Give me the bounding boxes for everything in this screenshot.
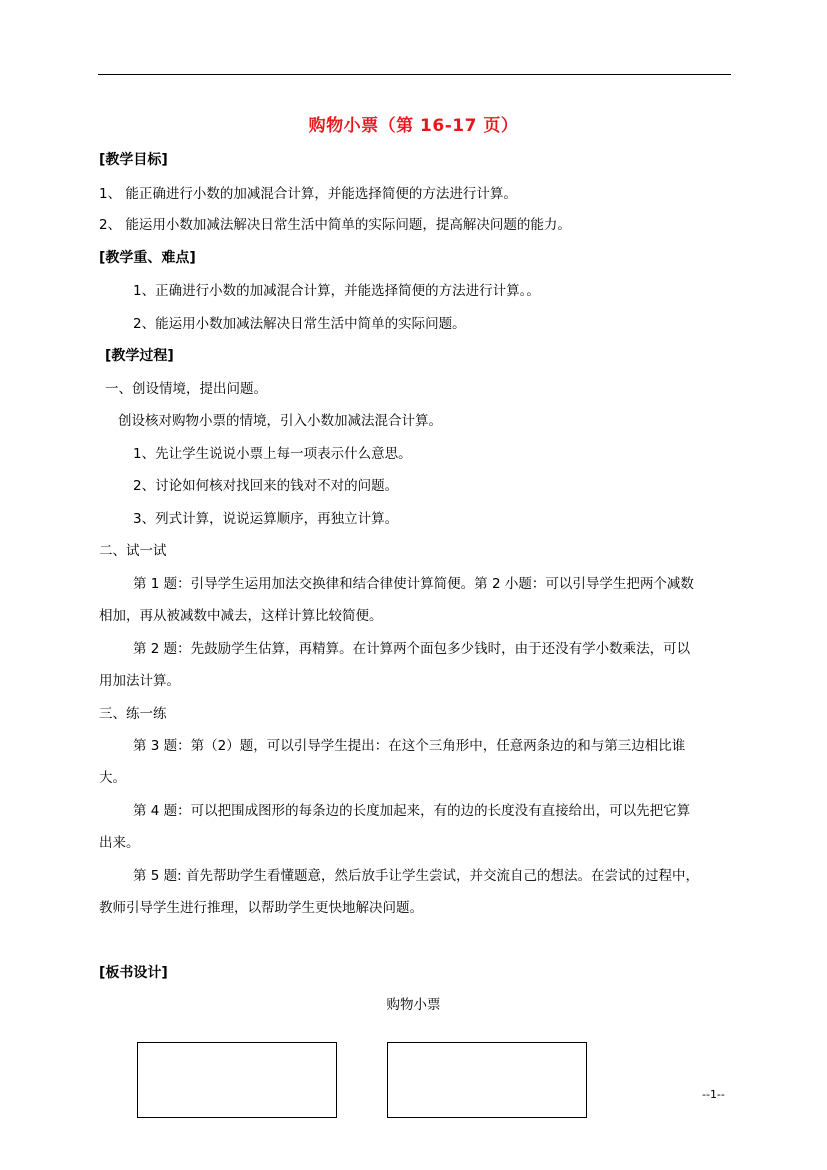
key-heading: [教学重、难点] — [99, 250, 196, 266]
part2-title: 二、试一试 — [99, 543, 167, 559]
goal-item: 2、 能运用小数加减法解决日常生活中简单的实际问题，提高解决问题的能力。 — [99, 217, 571, 233]
part3-line: 大。 — [99, 770, 126, 786]
part3-line: 第 3 题：第（2）题，可以引导学生提出：在这个三角形中，任意两条边的和与第三边相比谁 — [133, 738, 686, 754]
key-point: 2、能运用小数加减法解决日常生活中简单的实际问题。 — [133, 316, 466, 332]
part1-line: 1、先让学生说说小票上每一项表示什么意思。 — [133, 446, 412, 462]
board-box-right — [387, 1042, 587, 1118]
part1-line: 3、列式计算，说说运算顺序，再独立计算。 — [133, 511, 399, 527]
part1-line: 2、讨论如何核对找回来的钱对不对的问题。 — [133, 478, 399, 494]
goal-item: 1、 能正确进行小数的加减混合计算，并能选择简便的方法进行计算。 — [99, 186, 517, 202]
goals-heading: [教学目标] — [99, 152, 168, 168]
part3-line: 第 5 题: 首先帮助学生看懂题意，然后放手让学生尝试，并交流自己的想法。在尝试的过程中， — [133, 868, 700, 884]
page-title: 购物小票（第 16-17 页） — [308, 116, 519, 136]
part2-line: 用加法计算。 — [99, 673, 180, 689]
part3-title: 三、练一练 — [99, 706, 167, 722]
part3-line: 出来。 — [99, 835, 140, 851]
board-title: 购物小票 — [386, 997, 441, 1013]
part3-line: 第 4 题：可以把围成图形的每条边的长度加起来，有的边的长度没有直接给出，可以先把它算 — [133, 803, 691, 819]
board-box-left — [137, 1042, 337, 1118]
header-rule — [98, 74, 731, 75]
page-number: --1-- — [702, 1088, 725, 1101]
part2-line: 第 2 题：先鼓励学生估算，再精算。在计算两个面包多少钱时，由于还没有学小数乘法，可以 — [133, 641, 691, 657]
part2-line: 第 1 题：引导学生运用加法交换律和结合律使计算简便。第 2 小题：可以引导学生把两个减数 — [133, 576, 694, 592]
key-point: 1、正确进行小数的加减混合计算，并能选择简便的方法进行计算。。 — [133, 283, 540, 299]
part1-title: 一、创设情境，提出问题。 — [105, 381, 267, 397]
process-heading: [教学过程] — [105, 348, 174, 364]
part2-line: 相加，再从被减数中减去，这样计算比较简便。 — [99, 608, 383, 624]
part1-line: 创设核对购物小票的情境，引入小数加减法混合计算。 — [118, 413, 442, 429]
part3-line: 教师引导学生进行推理，以帮助学生更快地解决问题。 — [99, 900, 423, 916]
board-heading: [板书设计] — [99, 965, 168, 981]
